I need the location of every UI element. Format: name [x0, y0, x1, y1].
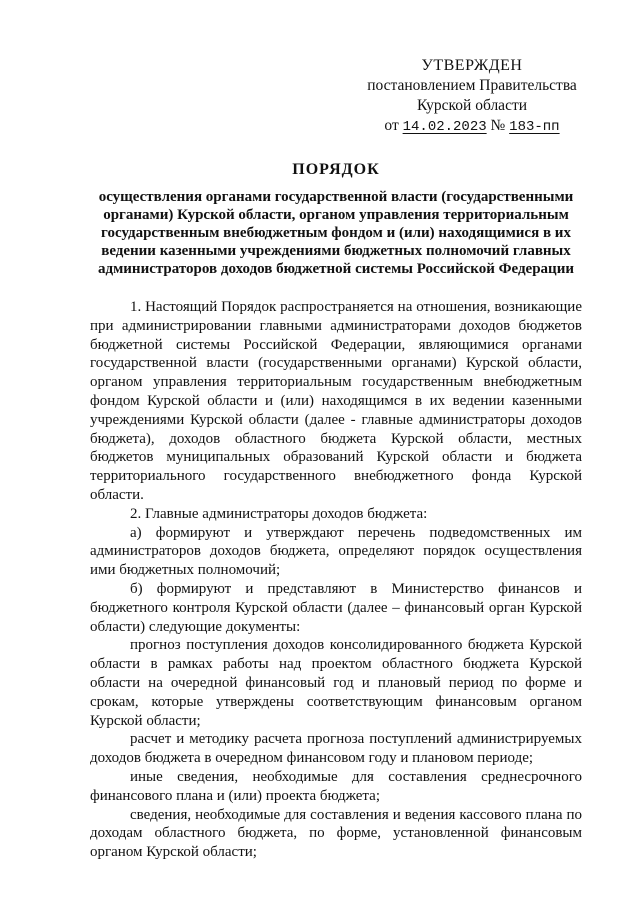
paragraph: расчет и методику расчета прогноза поступлений администрируемых доходов бюджета в очередном финансовом году и плановом периоде;	[90, 731, 582, 767]
approval-stamp	[352, 56, 592, 137]
approval-number: 183-пп	[509, 119, 560, 135]
paragraph: 2. Главные администраторы доходов бюджета:	[130, 505, 428, 522]
paragraph: 1. Настоящий Порядок распространяется на отношения, возникающие при администрировании главными администраторами доходов бюджетов бюджетной системы Российской Федерации, являющимися органами государственной власти (государственными органами) Курской области, органом управления территориальным государственным внебюджетным фондом Курской области и (или) находящимся в их ведении казенными учреждениями Курской области (далее - главные администраторы доходов бюджета), доходов областного бюджета Курской области, местных бюджетов муниципальных образований Курской области и бюджета территориального государственного внебюджетного фонда Курской области.	[90, 299, 582, 503]
approval-line-1: постановлением Правительства	[367, 77, 577, 94]
document-title: ПОРЯДОК	[292, 161, 380, 178]
paragraph: а) формируют и утверждают перечень подведомственных им администраторов доходов бюджета, определяют порядок осуществления ими бюджетных полномочий;	[90, 524, 582, 579]
document-subtitle: осуществления органами государственной власти (государственными органами) Курской области, органом управления территориальным государственным внебюджетным фондом и (или) находящимися в их ведении казенными учреждениями бюджетных полномочий главных администраторов доходов бюджетной системы Российской Федерации	[97, 189, 574, 277]
paragraph: прогноз поступления доходов консолидированного бюджета Курской области в рамках работы над проектом областного бюджета Курской области на очередной финансовый год и плановый период по форме и срокам, которые утверждены соответствующим финансовым органом Курской области;	[90, 637, 582, 729]
document-title-block	[86, 160, 586, 278]
paragraph: иные сведения, необходимые для составления среднесрочного финансового плана и (или) проекта бюджета;	[90, 768, 582, 804]
paragraph: б) формируют и представляют в Министерство финансов и бюджетного контроля Курской области (далее – финансовый орган Курской области) следующие документы:	[90, 580, 582, 635]
document-body	[90, 298, 582, 862]
date-prefix: от	[384, 117, 399, 134]
approval-date: 14.02.2023	[402, 119, 487, 135]
approval-date-line	[352, 116, 592, 137]
approval-line-2: Курской области	[416, 97, 528, 114]
paragraph: сведения, необходимые для составления и ведения кассового плана по доходам областного бюджета, по форме, установленной финансовым органом Курской области;	[90, 806, 582, 861]
approval-heading: УТВЕРЖДЕН	[421, 57, 523, 74]
number-prefix: №	[490, 117, 506, 134]
